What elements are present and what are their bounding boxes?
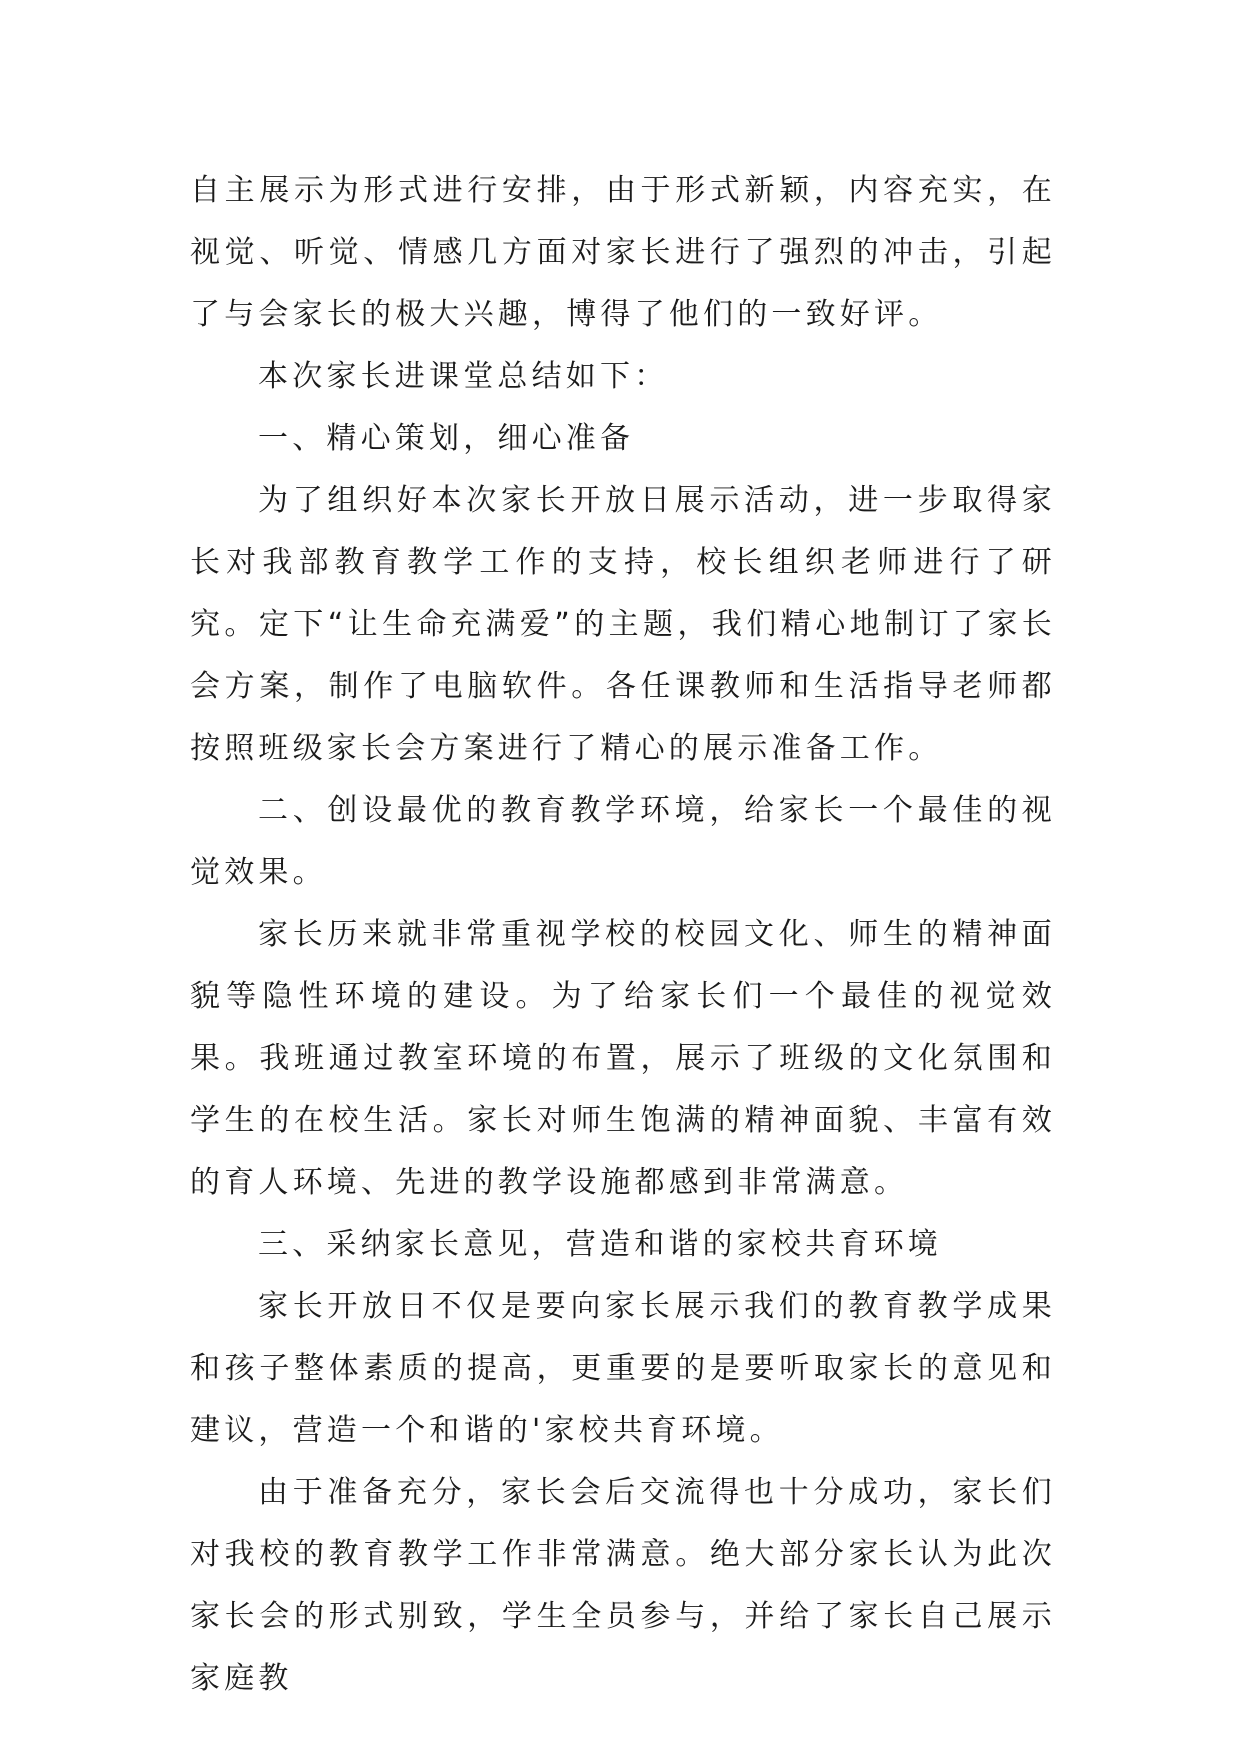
paragraph-section-3: 家长开放日不仅是要向家长展示我们的教育教学成果和孩子整体素质的提高，更重要的是要听取家长的意见和建议，营造一个和谐的'家校共育环境。 bbox=[190, 1289, 1056, 1448]
paragraph-feedback: 由于准备充分，家长会后交流得也十分成功，家长们对我校的教育教学工作非常满意。绝大部分家长认为此次家长会的形式别致，学生全员参与，并给了家长自己展示家庭教 bbox=[190, 1475, 1056, 1696]
paragraph-summary-lead: 本次家长进课堂总结如下： bbox=[258, 359, 669, 394]
section-heading-3: 三、采纳家长意见，营造和谐的家校共育环境 bbox=[258, 1227, 942, 1262]
paragraph-section-2: 家长历来就非常重视学校的校园文化、师生的精神面貌等隐性环境的建设。为了给家长们一个最佳的视觉效果。我班通过教室环境的布置，展示了班级的文化氛围和学生的在校生活。家长对师生饱满的精神面貌、丰富有效的育人环境、先进的教学设施都感到非常满意。 bbox=[190, 917, 1056, 1200]
paragraph-intro-continued: 自主展示为形式进行安排，由于形式新颖，内容充实，在视觉、听觉、情感几方面对家长进行了强烈的冲击，引起了与会家长的极大兴趣，博得了他们的一致好评。 bbox=[190, 173, 1056, 332]
section-heading-1: 一、精心策划，细心准备 bbox=[258, 421, 635, 456]
document-body bbox=[190, 160, 1056, 1710]
paragraph-section-1: 为了组织好本次家长开放日展示活动，进一步取得家长对我部教育教学工作的支持，校长组织老师进行了研究。定下“让生命充满爱”的主题，我们精心地制订了家长会方案，制作了电脑软件。各任课教师和生活指导老师都按照班级家长会方案进行了精心的展示准备工作。 bbox=[190, 483, 1056, 766]
section-heading-2: 二、创设最优的教育教学环境，给家长一个最佳的视觉效果。 bbox=[190, 793, 1056, 890]
